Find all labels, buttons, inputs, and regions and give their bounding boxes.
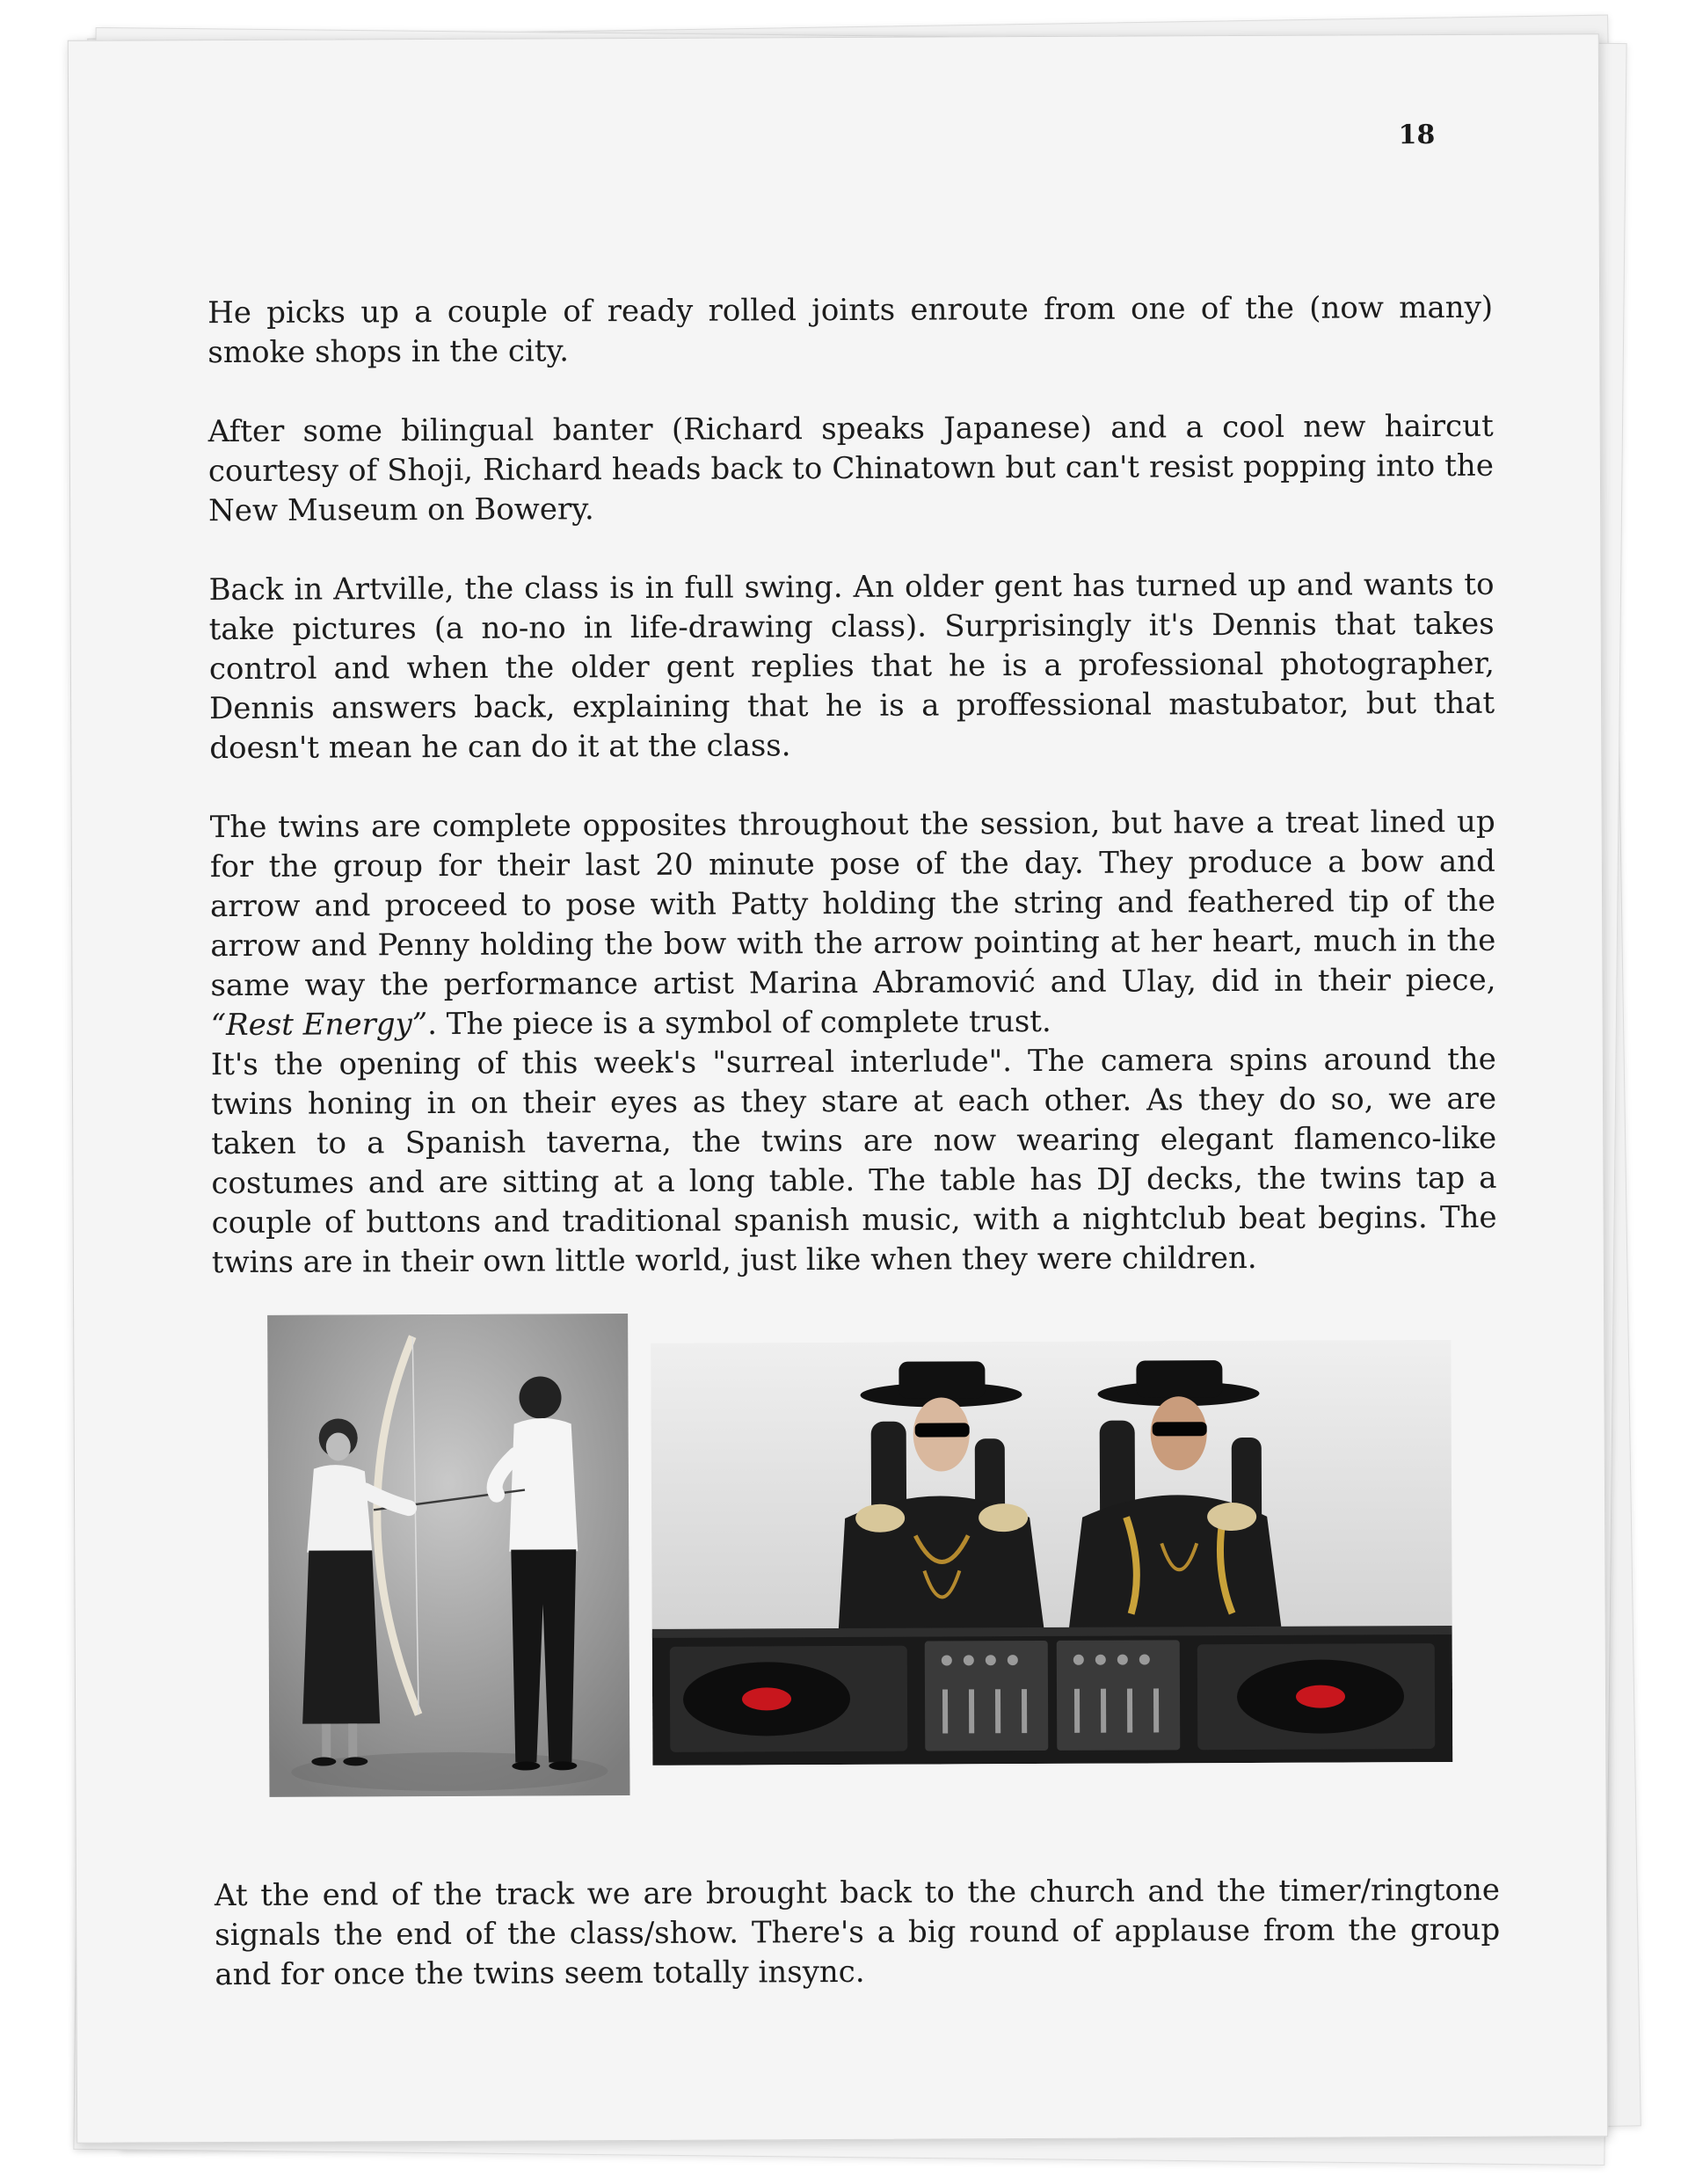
dj-twins-photo: [651, 1340, 1452, 1765]
body-text: [207, 288, 1497, 1283]
bow-and-arrow-illustration: [267, 1314, 629, 1797]
figures-row: [267, 1310, 1535, 1799]
paragraph-text: The twins are complete opposites throughout the session, but have a treat lined up for the group for their last 20 minute pose of the day. They produce a bow and arrow and proceed to pose with Patty holding the string and feathered tip of the arrow and Penny holding the bow with the arrow pointing at her heart, much in the same way the performance artist Marina Abramović and Ulay, did in their piece,: [209, 804, 1496, 1004]
closing-text: [215, 1871, 1501, 1995]
paragraph: It's the opening of this week's "surreal interlude". The camera spins around the twins honing in on their eyes as they stare at each other. As they do so, we are taken to a Spanish taverna, the twins are now wearing elegant flamenco-like costumes and are sitting at a long table. The table has DJ decks, the twins tap a couple of buttons and traditional spanish music, with a nightclub beat begins. The twins are in their own little world, just like when they were children.: [210, 1041, 1497, 1281]
document-page: [68, 33, 1608, 2144]
paragraph: He picks up a couple of ready rolled joints enroute from one of the (now many) smoke shops in the city.: [207, 289, 1494, 371]
page-number: 18: [1398, 120, 1436, 151]
paragraph: At the end of the track we are brought back to the church and the timer/ringtone signals the end of the class/show. There's a big round of applause from the group and for once the twins seem totally insync.: [214, 1872, 1501, 1993]
paragraph: After some bilingual banter (Richard speaks Japanese) and a cool new haircut courtesy of Shoji, Richard heads back to Chinatown but can't resist popping into the New Museum on Bowery.: [207, 408, 1495, 529]
paragraph: Back in Artville, the class is in full swing. An older gent has turned up and wants to take pictures (a no-no in life-drawing class). Surprisingly it's Dennis that takes control and when the older gent replies that he is a professional photographer, Dennis answers back, explaining that he is a proffessional mastubator, but that doesn't mean he can do it at the class.: [208, 566, 1495, 767]
paragraph: [210, 803, 1496, 1045]
artwork-title: “Rest Energy”: [210, 1007, 428, 1044]
bow-and-arrow-photo: [267, 1314, 629, 1797]
dj-twins-illustration: [651, 1340, 1452, 1765]
paragraph-text: . The piece is a symbol of complete trust.: [427, 1003, 1051, 1043]
